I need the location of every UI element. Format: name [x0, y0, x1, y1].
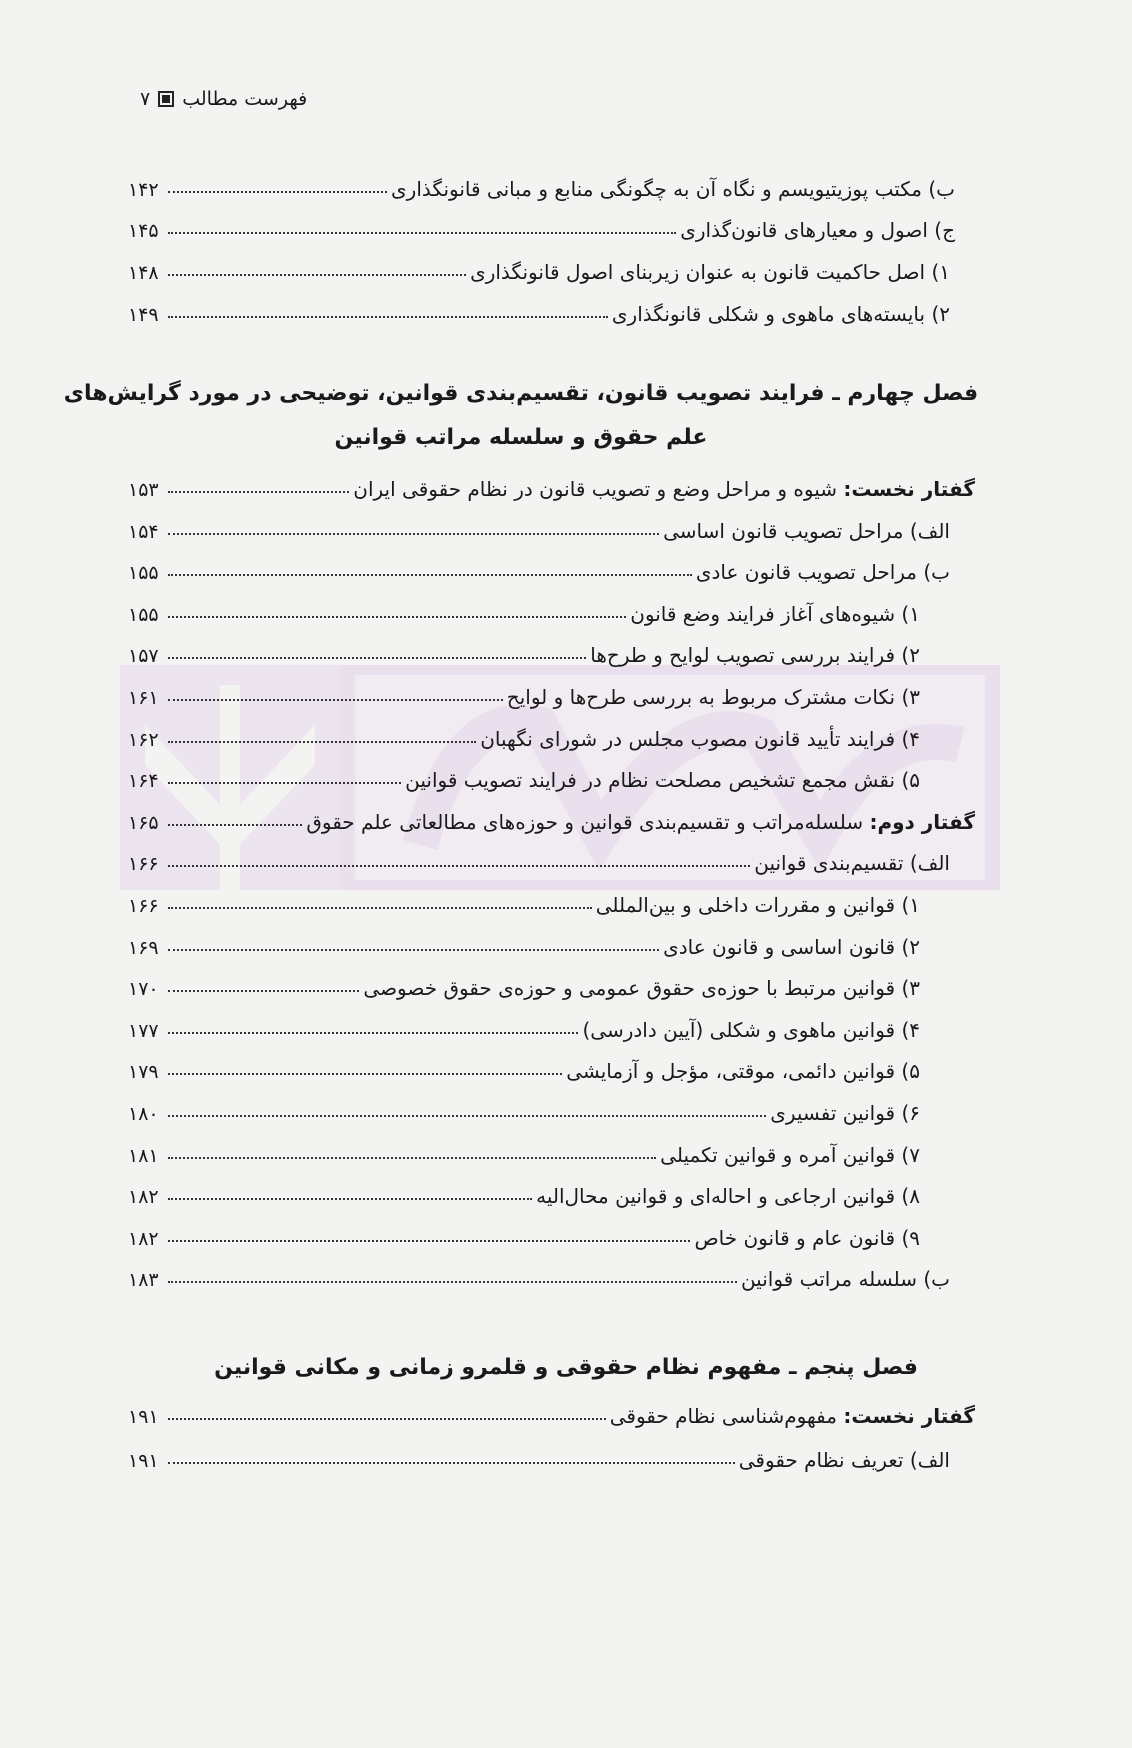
- toc-entry[interactable]: [128, 1174, 920, 1208]
- page-number: ۱۶۲: [128, 728, 159, 751]
- dot-leader: [168, 490, 349, 493]
- dot-leader: [168, 1239, 690, 1242]
- page-number: ۱۶۶: [128, 853, 159, 876]
- page-number: ۱۴۹: [128, 304, 159, 326]
- dot-leader: [168, 1280, 737, 1283]
- toc-entry[interactable]: [128, 592, 920, 626]
- entry-title: [660, 1143, 920, 1167]
- entry-title: [536, 1184, 920, 1208]
- entry-label: ۵) قوانین دائمی، موقتی، مؤجل و آزمایشی: [566, 1059, 920, 1084]
- entry-title: [566, 1059, 920, 1083]
- entry-label: ۶) قوانین تفسیری: [770, 1101, 920, 1125]
- dot-leader: [168, 273, 466, 276]
- dot-leader: [168, 315, 608, 318]
- toc-entry[interactable]: ج) اصول و معیارهای قانون‌گذاری ۱۴۵: [128, 218, 955, 242]
- entry-title: [363, 976, 920, 1000]
- entry-title: [663, 935, 920, 959]
- page-number: ۱۵۵: [128, 562, 159, 585]
- dot-leader: [168, 989, 359, 992]
- dot-leader: [168, 948, 659, 951]
- dot-leader: [168, 1031, 578, 1034]
- header-title: فهرست مطالب: [182, 88, 308, 110]
- page-number: ۱۸۲: [128, 1227, 159, 1250]
- entry-label: ۷) قوانین آمره و قوانین تکمیلی: [660, 1142, 920, 1167]
- page-number: ۱۶۵: [128, 811, 159, 834]
- dot-leader: [168, 823, 302, 826]
- page-number: ۱۷۷: [128, 1019, 159, 1042]
- page-number: ۱۵۷: [128, 645, 159, 668]
- entry-title: [507, 685, 920, 709]
- toc-entry[interactable]: [128, 550, 950, 584]
- chapter-5-title: فصل پنجم ـ مفهوم نظام حقوقی و قلمرو زمانی و مکانی قوانین: [214, 1355, 918, 1380]
- entry-title: [696, 560, 950, 584]
- dot-leader: [168, 1072, 562, 1075]
- toc-entry[interactable]: ب) مکتب پوزیتیویسم و نگاه آن به چگونگی منابع و مبانی قانونگذاری ۱۴۲: [128, 177, 955, 201]
- page-number: ۱۵۴: [128, 520, 159, 543]
- page-number: ۱۹۱: [128, 1406, 159, 1428]
- entry-title: [596, 893, 920, 917]
- dot-leader: [168, 231, 676, 234]
- entry-title: [770, 1101, 920, 1125]
- entry-label: مفهوم‌شناسی نظام حقوقی: [609, 1404, 844, 1428]
- entry-title: [582, 1018, 920, 1042]
- entry-label: ۵) نقش مجمع تشخیص مصلحت نظام در فرایند تصویب قوانین: [405, 768, 920, 793]
- dot-leader: [168, 532, 659, 535]
- square-bullet-icon: [158, 91, 174, 107]
- page-number: ۱۴۲: [128, 179, 159, 201]
- toc-entry[interactable]: [128, 800, 975, 834]
- page-number: ۱۴۵: [128, 220, 159, 242]
- page-number: ۱۹۱: [128, 1450, 159, 1472]
- entry-label: الف) تقسیم‌بندی قوانین: [754, 851, 950, 876]
- page-number: ۱۸۰: [128, 1103, 159, 1125]
- entry-title: [694, 1226, 920, 1250]
- entry-label: ۹) قانون عام و قانون خاص: [694, 1225, 920, 1250]
- entry-title: [739, 1448, 950, 1472]
- entry-title: [754, 851, 950, 875]
- entry-label: ۲) فرایند بررسی تصویب لوایح و طرح‌ها: [590, 643, 920, 668]
- entry-label: سلسله‌مراتب و تقسیم‌بندی قوانین و حوزه‌های مطالعاتی علم حقوق: [306, 809, 870, 834]
- entry-title: [353, 477, 975, 501]
- dot-leader: [168, 615, 626, 618]
- chapter-4-title-line2: علم حقوق و سلسله مراتب قوانین: [334, 425, 708, 450]
- dot-leader: [168, 1156, 656, 1159]
- page-number: ۱۵۳: [128, 479, 159, 501]
- page-number: ۱۵۵: [128, 603, 159, 626]
- toc-entry[interactable]: [128, 1257, 950, 1291]
- dot-leader: [168, 740, 476, 743]
- dot-leader: [168, 656, 586, 659]
- entry-label: ۱) شیوه‌های آغاز فرایند وضع قانون: [630, 601, 920, 626]
- entry-label: ۳) قوانین مرتبط با حوزه‌ی حقوق عمومی و حوزه‌ی حقوق خصوصی: [363, 976, 920, 1001]
- entry-title: [741, 1267, 950, 1291]
- running-header: [140, 88, 307, 110]
- toc-entry[interactable]: [128, 925, 920, 959]
- entry-title: [663, 519, 950, 543]
- page-number: ۱۶۱: [128, 687, 159, 709]
- toc-entry[interactable]: [128, 1133, 920, 1167]
- page-number: ۱۷۹: [128, 1061, 159, 1084]
- toc-entry[interactable]: [128, 883, 920, 917]
- toc-entry[interactable]: [128, 1091, 920, 1125]
- dot-leader: [168, 906, 592, 909]
- toc-entry[interactable]: [128, 1008, 920, 1042]
- toc-entry[interactable]: ۲) بایسته‌های ماهوی و شکلی قانونگذاری ۱۴۹: [128, 302, 950, 326]
- dot-leader: [168, 698, 503, 701]
- page-number: ۱۸۳: [128, 1269, 159, 1292]
- entry-label: الف) مراحل تصویب قانون اساسی: [663, 518, 950, 543]
- entry-title: [610, 1404, 975, 1428]
- entry-title: [306, 810, 975, 834]
- page-number: ۱۶۶: [128, 895, 159, 917]
- entry-label: ۸) قوانین ارجاعی و احاله‌ای و قوانین محال‌الیه: [536, 1184, 920, 1209]
- entry-title: [405, 768, 920, 792]
- chapter-4-heading: [60, 372, 982, 460]
- entry-label: ۱) قوانین و مقررات داخلی و بین‌المللی: [595, 893, 920, 917]
- toc-entry[interactable]: [128, 758, 920, 792]
- page-number: ۱۶۹: [128, 936, 159, 959]
- dot-leader: [168, 864, 750, 867]
- dot-leader: [168, 1114, 766, 1117]
- toc-entry[interactable]: [128, 1394, 975, 1428]
- toc-entry[interactable]: [128, 675, 920, 709]
- toc-entry[interactable]: [128, 467, 975, 501]
- page-number: ۱۸۱: [128, 1144, 159, 1167]
- entry-title: [590, 643, 920, 667]
- entry-label: ۴) قوانین ماهوی و شکلی (آیین دادرسی): [582, 1017, 920, 1042]
- dot-leader: [168, 1417, 606, 1420]
- page-number: ۱۶۴: [128, 770, 159, 793]
- entry-label: ۲) قانون اساسی و قانون عادی: [663, 934, 920, 959]
- toc-entry[interactable]: [128, 841, 950, 875]
- dot-leader: [168, 190, 387, 193]
- entry-label: ۴) فرایند تأیید قانون مصوب مجلس در شورای نگهبان: [480, 726, 920, 751]
- section-label: گفتار دوم:: [869, 809, 975, 834]
- section-label: گفتار نخست:: [843, 1404, 975, 1428]
- entry-label: ۳) نکات مشترک مربوط به بررسی طرح‌ها و لوایح: [506, 685, 920, 709]
- chapter-5-heading: [150, 1346, 982, 1390]
- toc-entry[interactable]: [128, 966, 920, 1000]
- entry-title: [630, 602, 920, 626]
- section-label: گفتار نخست:: [843, 477, 975, 501]
- toc-entry[interactable]: [128, 1438, 950, 1472]
- toc-entry[interactable]: [128, 1216, 920, 1250]
- toc-entry[interactable]: [128, 1049, 920, 1083]
- entry-label: ب) سلسله مراتب قوانین: [740, 1267, 950, 1292]
- toc-entry[interactable]: [128, 633, 920, 667]
- dot-leader: [168, 781, 401, 784]
- toc-entry[interactable]: ۱) اصل حاکمیت قانون به عنوان زیربنای اصول قانونگذاری ۱۴۸: [128, 260, 950, 284]
- dot-leader: [168, 1197, 532, 1200]
- page-number: ۱۸۲: [128, 1186, 159, 1209]
- dot-leader: [168, 573, 692, 576]
- entry-label: شیوه و مراحل وضع و تصویب قانون در نظام حقوقی ایران: [353, 477, 844, 501]
- toc-entry[interactable]: [128, 717, 920, 751]
- entry-label: ب) مراحل تصویب قانون عادی: [695, 560, 950, 585]
- entry-label: الف) تعریف نظام حقوقی: [738, 1448, 950, 1472]
- page-number: ۱۷۰: [128, 978, 159, 1001]
- header-page-number: ۷: [140, 88, 151, 110]
- chapter-4-title-line1: فصل چهارم ـ فرایند تصویب قانون، تقسیم‌بندی قوانین، توضیحی در مورد گرایش‌های: [63, 381, 979, 406]
- dot-leader: [168, 1461, 735, 1464]
- toc-entry[interactable]: [128, 509, 950, 543]
- page-number: ۱۴۸: [128, 262, 159, 284]
- entry-title: [480, 727, 920, 751]
